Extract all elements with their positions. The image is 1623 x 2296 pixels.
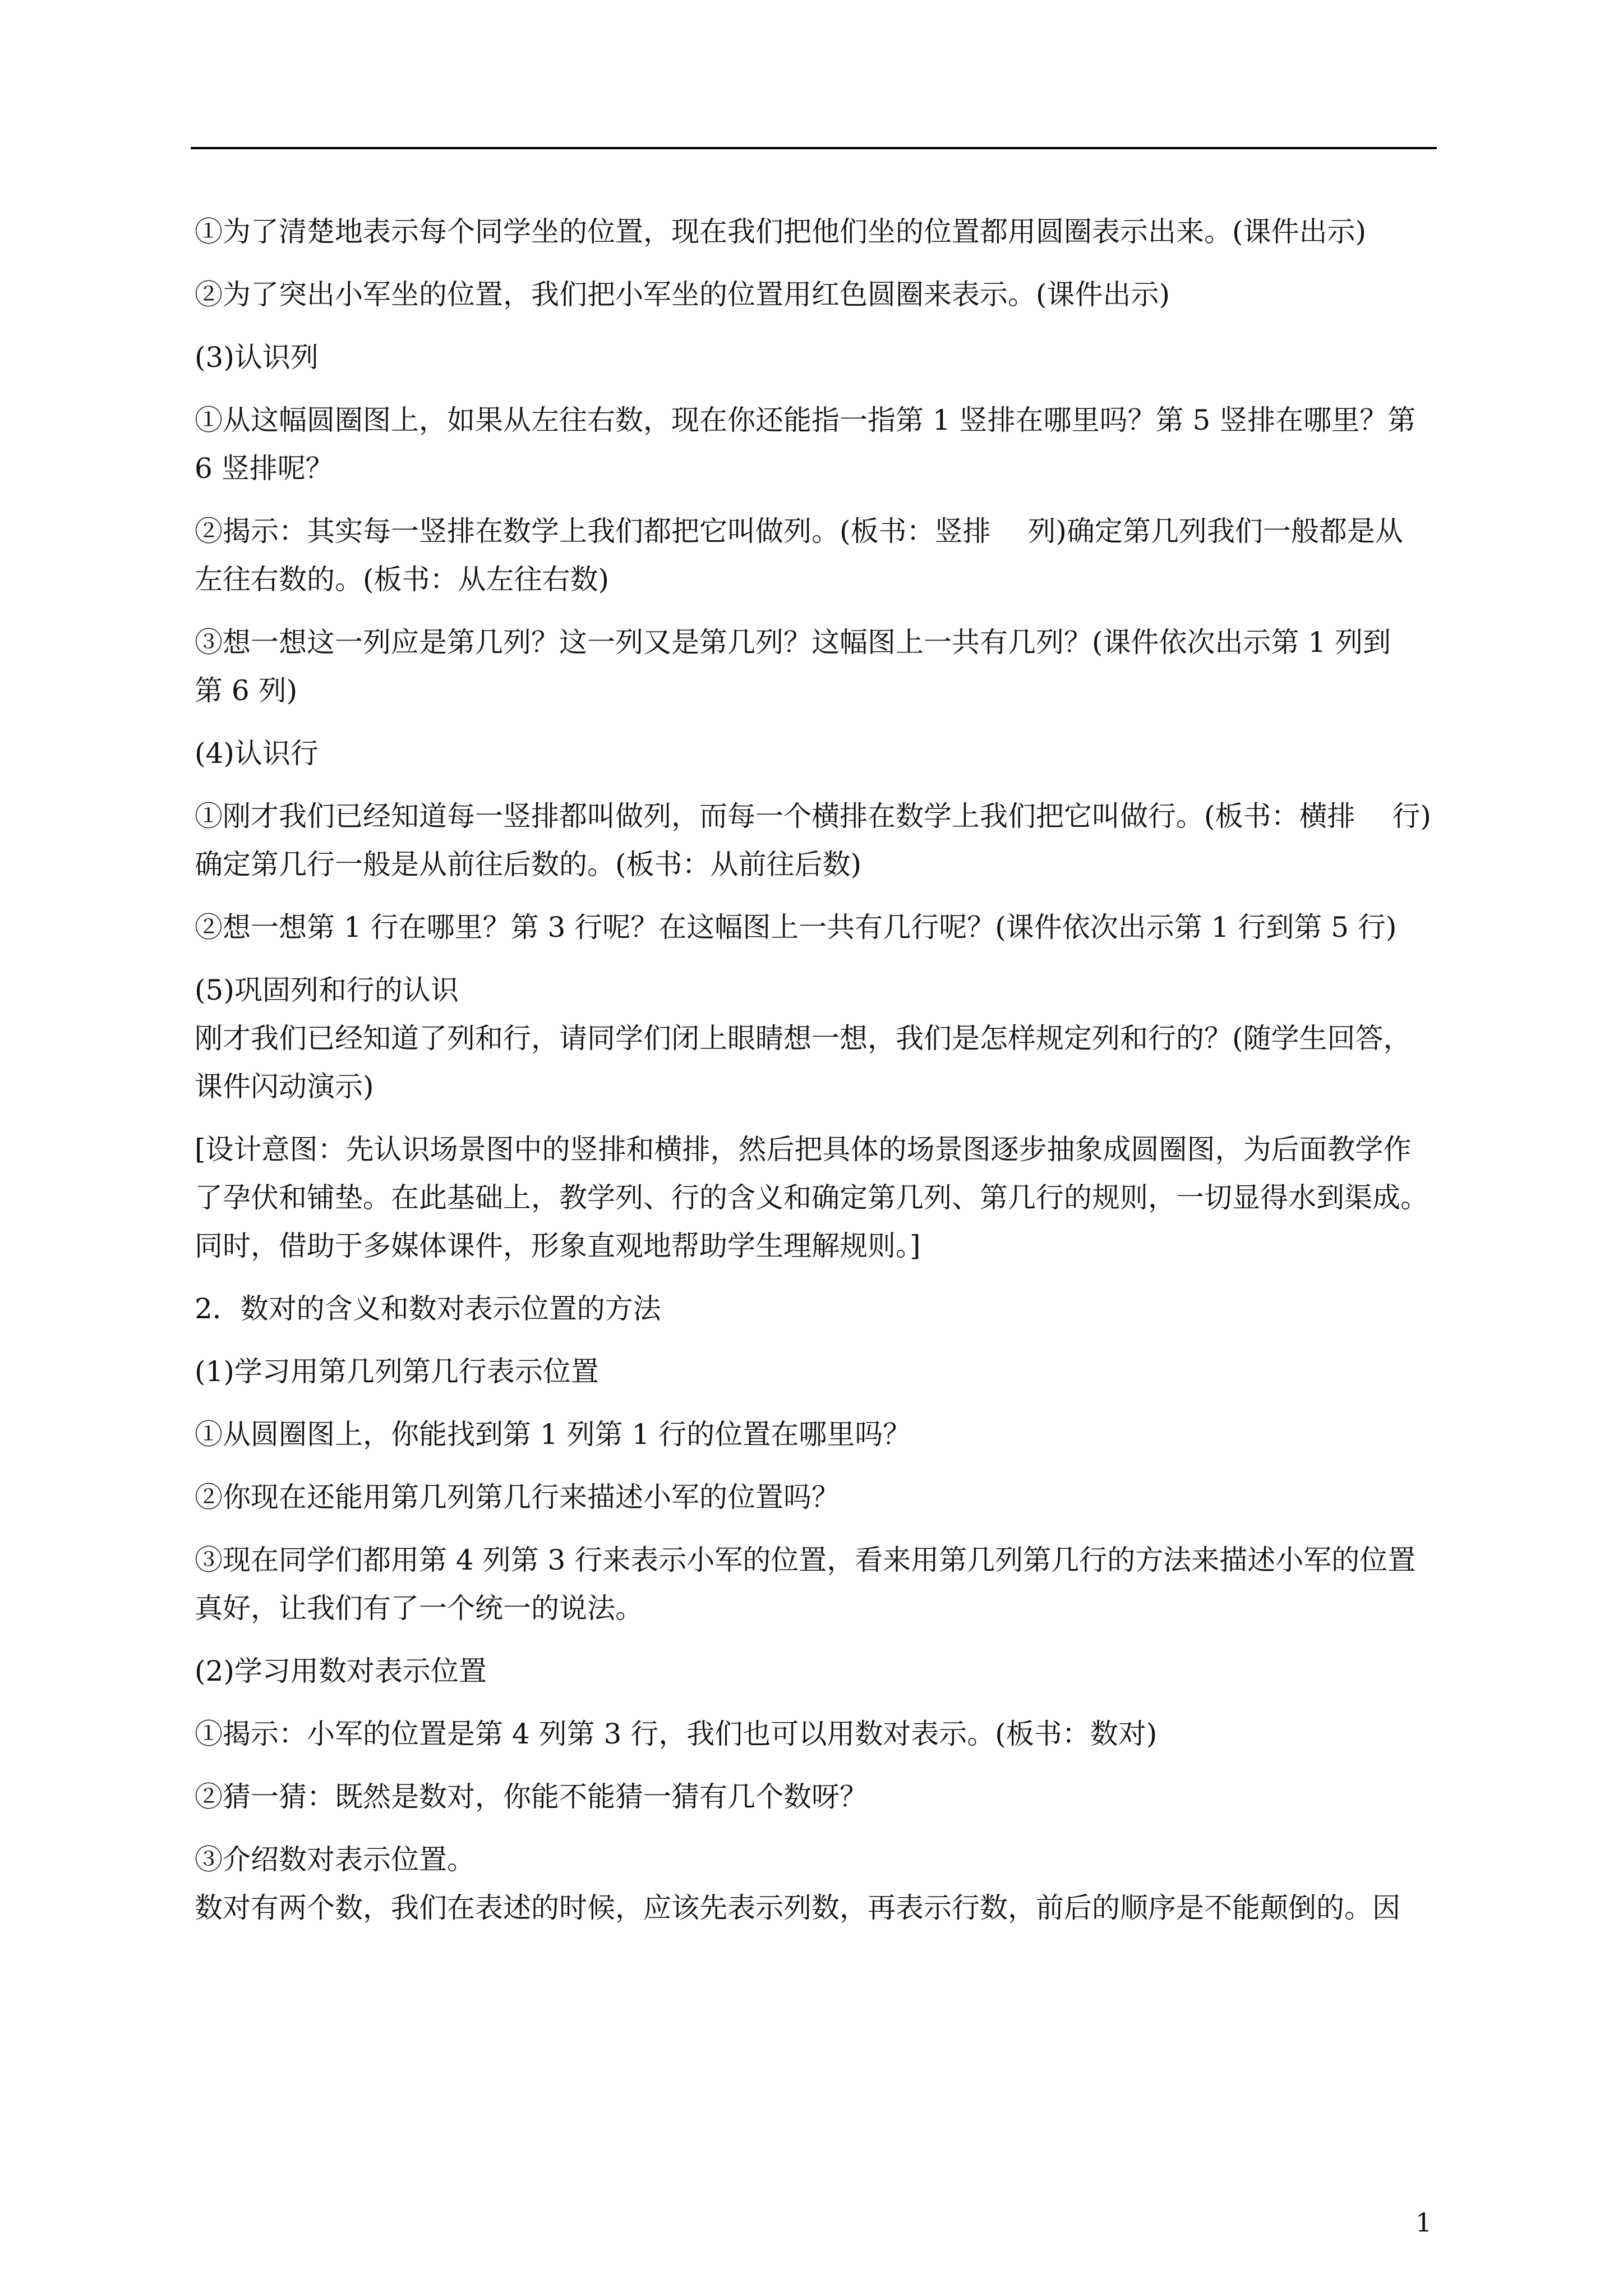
text-line: 确定第几行一般是从前往后数的。(板书：从前往后数) — [195, 848, 862, 881]
text-line: 2．数对的含义和数对表示位置的方法 — [195, 1292, 661, 1325]
text-line: ①为了清楚地表示每个同学坐的位置，现在我们把他们坐的位置都用圆圈表示出来。(课件出示) — [195, 215, 1367, 248]
text-line: ①揭示：小军的位置是第 4 列第 3 行，我们也可以用数对表示。(板书：数对) — [195, 1718, 1158, 1750]
paragraph — [195, 1647, 1437, 1695]
paragraph — [195, 1710, 1437, 1758]
paragraph — [195, 1285, 1437, 1333]
text-line: ③介绍数对表示位置。 — [195, 1843, 475, 1876]
text-line: (2)学习用数对表示位置 — [195, 1655, 487, 1687]
text-line: 第 6 列) — [195, 674, 298, 707]
paragraph — [195, 1473, 1437, 1521]
text-line: ②想一想第 1 行在哪里？第 3 行呢？在这幅图上一共有几行呢？(课件依次出示第 1 行到第 5 行) — [195, 911, 1397, 944]
paragraph — [195, 729, 1437, 777]
document-body — [195, 208, 1437, 1932]
paragraph — [195, 792, 1437, 889]
paragraph — [195, 333, 1437, 381]
text-line: 左往右数的。(板书：从左往右数) — [195, 563, 610, 596]
text-line: 了孕伏和铺垫。在此基础上，教学列、行的含义和确定第几列、第几行的规则，一切显得水到渠成。 — [195, 1181, 1428, 1214]
text-line: (1)学习用第几列第几行表示位置 — [195, 1355, 599, 1388]
text-line: (3)认识列 — [195, 341, 319, 374]
paragraph — [195, 208, 1437, 256]
paragraph — [195, 1835, 1437, 1932]
text-line: ③想一想这一列应是第几列？这一列又是第几列？这幅图上一共有几列？(课件依次出示第 1 列到 — [195, 626, 1391, 659]
paragraph — [195, 507, 1437, 604]
text-line: 6 竖排呢？ — [195, 452, 334, 485]
text-line: ①刚才我们已经知道每一竖排都叫做列，而每一个横排在数学上我们把它叫做行。(板书：横排 行) — [195, 800, 1431, 832]
paragraph — [195, 270, 1437, 319]
page-number: 1 — [1415, 2207, 1432, 2238]
text-line: [设计意图：先认识场景图中的竖排和横排，然后把具体的场景图逐步抽象成圆圈图，为后面教学作 — [195, 1133, 1412, 1166]
paragraph — [195, 1125, 1437, 1270]
text-line: (4)认识行 — [195, 737, 319, 770]
text-line: ①从圆圈图上，你能找到第 1 列第 1 行的位置在哪里吗？ — [195, 1418, 911, 1451]
text-line: 真好，让我们有了一个统一的说法。 — [195, 1592, 643, 1625]
paragraph — [195, 966, 1437, 1111]
text-line: (5)巩固列和行的认识 — [195, 974, 459, 1006]
paragraph — [195, 618, 1437, 715]
paragraph — [195, 1410, 1437, 1458]
text-line: 同时，借助于多媒体课件，形象直观地帮助学生理解规则。] — [195, 1230, 921, 1262]
text-line: ③现在同学们都用第 4 列第 3 行来表示小军的位置，看来用第几列第几行的方法来描述小军的位置 — [195, 1544, 1416, 1576]
paragraph — [195, 396, 1437, 493]
text-line: 数对有两个数，我们在表述的时候，应该先表示列数，再表示行数，前后的顺序是不能颠倒的。因 — [195, 1892, 1400, 1924]
paragraph — [195, 1773, 1437, 1821]
text-line: ②揭示：其实每一竖排在数学上我们都把它叫做列。(板书：竖排 列)确定第几列我们一般都是从 — [195, 515, 1403, 547]
paragraph — [195, 1536, 1437, 1632]
text-line: 刚才我们已经知道了列和行，请同学们闭上眼睛想一想，我们是怎样规定列和行的？(随学生回答， — [195, 1022, 1412, 1055]
header-rule — [191, 147, 1437, 149]
paragraph — [195, 903, 1437, 951]
paragraph — [195, 1347, 1437, 1396]
text-line: 课件闪动演示) — [195, 1070, 374, 1103]
text-line: ②猜一猜：既然是数对，你能不能猜一猜有几个数呀？ — [195, 1780, 868, 1813]
text-line: ②为了突出小军坐的位置，我们把小军坐的位置用红色圆圈来表示。(课件出示) — [195, 278, 1170, 311]
text-line: ①从这幅圆圈图上，如果从左往右数，现在你还能指一指第 1 竖排在哪里吗？第 5 竖排在哪里？第 — [195, 404, 1416, 436]
text-line: ②你现在还能用第几列第几行来描述小军的位置吗？ — [195, 1481, 840, 1513]
